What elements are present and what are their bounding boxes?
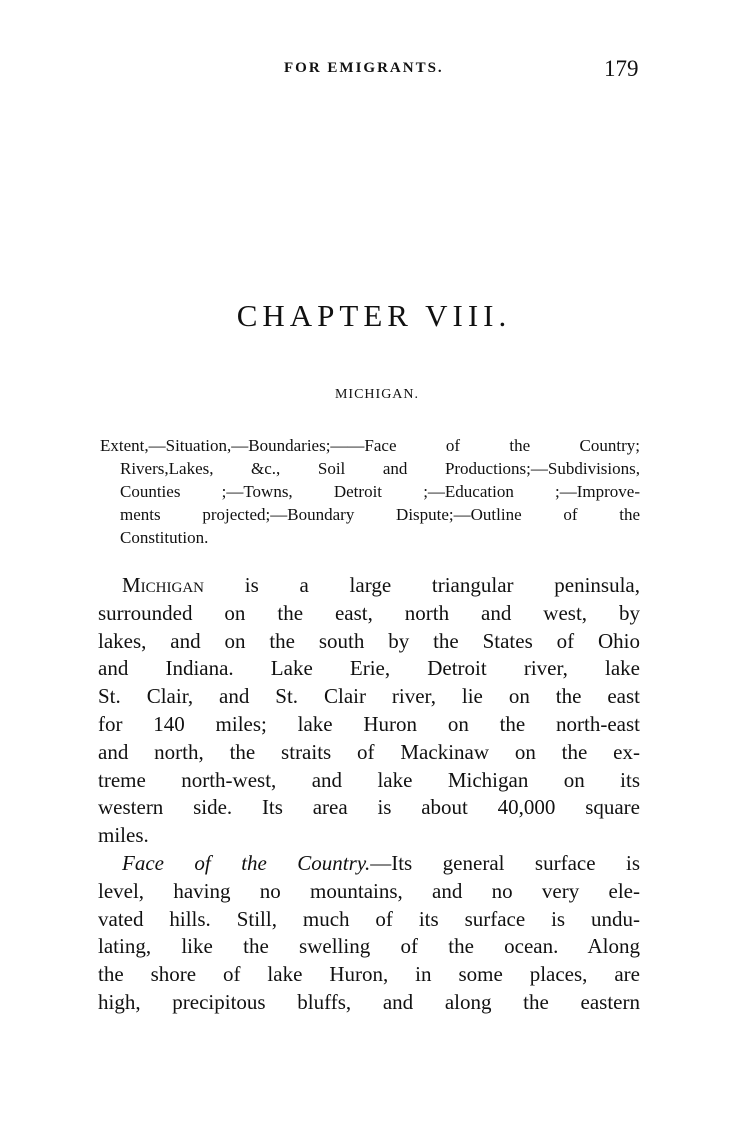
chapter-heading: CHAPTER VIII.: [236, 298, 512, 333]
body-text: [98, 572, 640, 1017]
synopsis-line: Extent,—Situation,—Boundaries;——Face of the Country;: [100, 436, 640, 455]
paragraph-1-line: western side. Its area is about 40,000 square: [98, 795, 640, 820]
running-head: [0, 56, 736, 82]
paragraph-1-line: surrounded on the east, north and west, by: [98, 600, 640, 625]
paragraph-1-line: [98, 572, 640, 600]
paragraph-1-line: lakes, and on the south by the States of Ohio: [98, 628, 640, 653]
paragraph-2-line: level, having no mountains, and no very ele-: [98, 878, 640, 903]
section-heading: Face of the Country.: [122, 850, 371, 875]
paragraph-2-line: [98, 850, 640, 878]
paragraph-1-line: for 140 miles; lake Huron on the north-east: [98, 711, 640, 736]
paragraph-line-rest: is a large triangular peninsula,: [204, 573, 640, 597]
paragraph-1-line: miles.: [98, 823, 149, 848]
chapter-subject: MICHIGAN.: [334, 387, 420, 402]
paragraph-1-line: and Indiana. Lake Erie, Detroit river, lake: [98, 656, 640, 681]
page-number: 179: [604, 56, 639, 81]
paragraph-2-line: high, precipitous bluffs, and along the eastern: [98, 989, 640, 1014]
synopsis-line: Rivers,Lakes, &c., Soil and Productions;—Subdivisions,: [120, 459, 640, 478]
paragraph-line-rest: —Its general surface is: [370, 850, 640, 875]
paragraph-2-line: lating, like the swelling of the ocean. Along: [98, 934, 640, 959]
paragraph-1-line: St. Clair, and St. Clair river, lie on the east: [98, 684, 640, 709]
running-title: FOR EMIGRANTS.: [284, 60, 444, 76]
synopsis-line: Counties ;—Towns, Detroit ;—Education ;—Improve-: [120, 482, 640, 501]
synopsis-line: Constitution.: [120, 528, 209, 547]
paragraph-2-line: the shore of lake Huron, in some places, are: [98, 962, 640, 987]
paragraph-lead-word: Michigan: [122, 573, 204, 597]
paragraph-2-line: vated hills. Still, much of its surface is undu-: [98, 906, 640, 931]
synopsis-line: ments projected;—Boundary Dispute;—Outline of the: [120, 505, 640, 524]
paragraph-1-line: and north, the straits of Mackinaw on the ex-: [98, 739, 640, 764]
chapter-synopsis: [100, 434, 640, 549]
paragraph-1-line: treme north-west, and lake Michigan on its: [98, 767, 640, 792]
